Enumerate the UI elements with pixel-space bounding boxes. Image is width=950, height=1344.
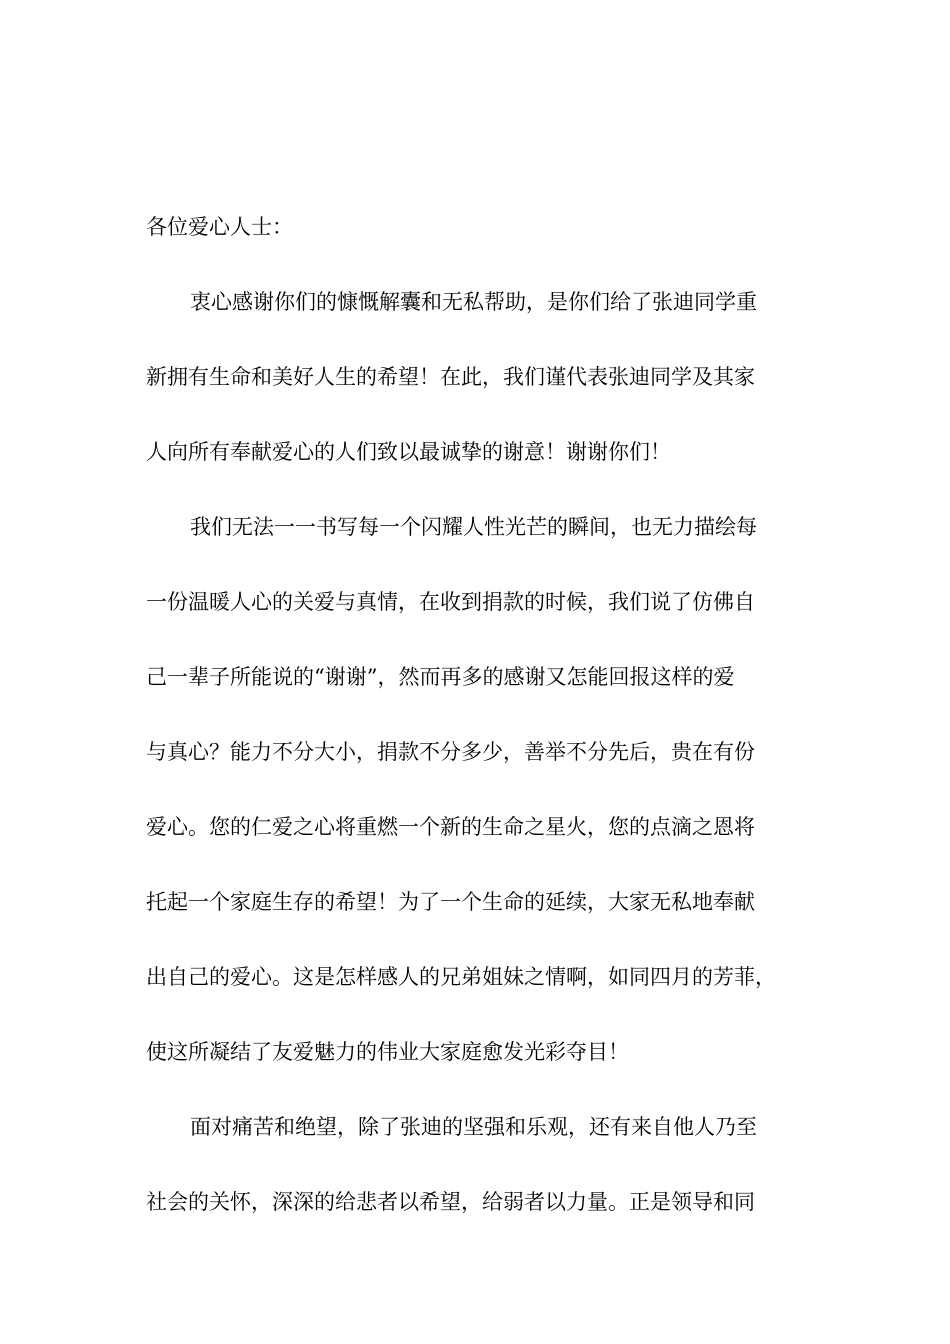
paragraph-1-line-1: 衷心感谢你们的慷慨解囊和无私帮助，是你们给了张迪同学重 (190, 290, 757, 314)
paragraph-1-line-2: 新拥有生命和美好人生的希望！在此，我们谨代表张迪同学及其家 (146, 365, 755, 389)
paragraph-2-line-1: 我们无法一一书写每一个闪耀人性光芒的瞬间，也无力描绘每 (190, 515, 757, 539)
paragraph-2-line-4: 与真心？能力不分大小，捐款不分多少，善举不分先后，贵在有份 (146, 740, 755, 764)
salutation: 各位爱心人士： (146, 215, 293, 239)
paragraph-2-line-8: 使这所凝结了友爱魅力的伟业大家庭愈发光彩夺目！ (146, 1040, 629, 1064)
paragraph-3-line-2: 社会的关怀，深深的给悲者以希望，给弱者以力量。正是领导和同 (146, 1190, 755, 1214)
paragraph-2-line-2: 一份温暖人心的关爱与真情，在收到捐款的时候，我们说了仿佛自 (146, 590, 755, 614)
paragraph-2-line-6: 托起一个家庭生存的希望！为了一个生命的延续，大家无私地奉献 (146, 890, 755, 914)
paragraph-2-line-5: 爱心。您的仁爱之心将重燃一个新的生命之星火，您的点滴之恩将 (146, 815, 755, 839)
paragraph-2-line-7: 出自己的爱心。这是怎样感人的兄弟姐妹之情啊，如同四月的芳菲， (146, 965, 776, 989)
paragraph-3-line-1: 面对痛苦和绝望，除了张迪的坚强和乐观，还有来自他人乃至 (190, 1115, 757, 1139)
paragraph-2-line-3: 己一辈子所能说的“谢谢”，然而再多的感谢又怎能回报这样的爱 (146, 665, 735, 689)
paragraph-1-line-3: 人向所有奉献爱心的人们致以最诚挚的谢意！谢谢你们！ (146, 440, 671, 464)
